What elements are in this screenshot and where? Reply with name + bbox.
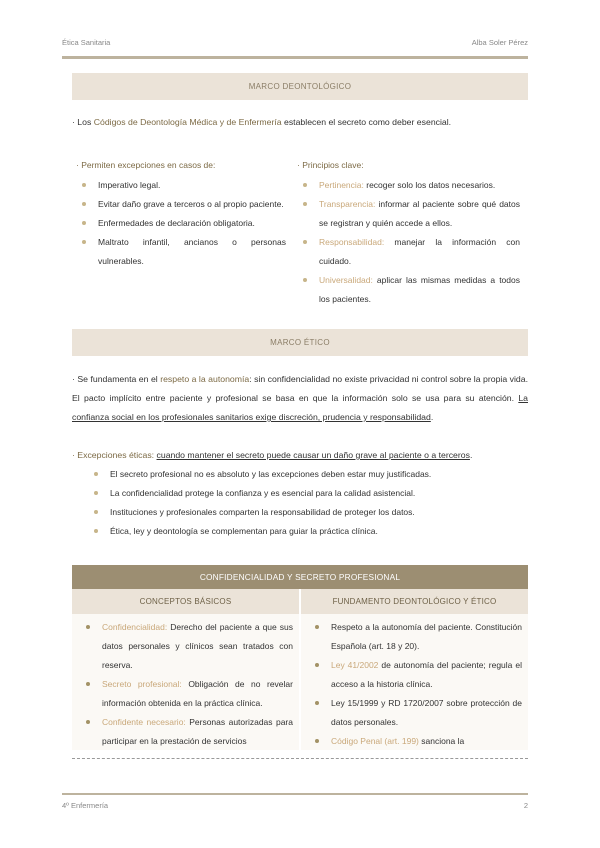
principio-text: aplicar las mismas medidas a todos los pacientes.	[319, 275, 520, 304]
list-item	[88, 522, 528, 541]
page-break-rule	[72, 758, 528, 759]
fundamento-text: Respeto a la autonomía del paciente. Constitución Española (art. 18 y 20).	[331, 622, 522, 651]
table-cell-conceptos	[72, 614, 301, 750]
list-item	[76, 233, 286, 271]
principio-term: Pertinencia:	[319, 180, 364, 190]
etico-list	[88, 465, 528, 541]
bullet-icon	[82, 183, 86, 187]
bullet-icon	[94, 510, 98, 514]
bullet-icon	[315, 701, 319, 705]
principios-column	[297, 157, 520, 309]
bullet-icon	[82, 202, 86, 206]
intro-highlight: Códigos de Deontología Médica y de Enfermería	[93, 117, 282, 127]
bullet-icon	[82, 221, 86, 225]
list-item	[309, 694, 522, 732]
concepto-text: Derecho del paciente a que sus datos personales y clínicos sean tratados con reserva.	[102, 622, 293, 670]
autonomia-highlight: respeto a la autonomía	[160, 374, 250, 384]
principio-term: Transparencia:	[319, 199, 376, 209]
excepciones-eticas-label: · Excepciones éticas:	[72, 450, 155, 460]
bullet-icon	[303, 202, 307, 206]
concepto-term: Confidente necesario:	[102, 717, 186, 727]
excepciones-eticas-end: .	[469, 450, 473, 460]
table-body	[72, 614, 528, 750]
excepciones-title: · Permiten excepciones en casos de:	[76, 160, 216, 170]
list-item-text: Evitar daño grave a terceros o al propio paciente.	[98, 199, 284, 209]
list-item	[88, 484, 528, 503]
bullet-icon	[94, 472, 98, 476]
bullet-icon	[303, 183, 307, 187]
page-number: 2	[523, 801, 528, 810]
bullet-icon	[94, 529, 98, 533]
principio-text: manejar la información con cuidado.	[319, 237, 520, 266]
header-rule	[62, 56, 528, 59]
list-item	[76, 195, 286, 214]
concepto-term: Secreto profesional:	[102, 679, 182, 689]
list-item	[297, 233, 520, 271]
list-item	[76, 176, 286, 195]
list-item	[80, 618, 293, 675]
fundamento-term: Código Penal (art. 199)	[331, 736, 419, 746]
table-header-fundamento: FUNDAMENTO DEONTOLÓGICO Y ÉTICO	[332, 597, 497, 606]
principios-title: · Principios clave:	[297, 160, 364, 170]
page-header	[62, 38, 528, 47]
intro-suffix: establecen el secreto como deber esencial.	[281, 117, 452, 127]
bullet-icon	[86, 625, 90, 629]
confianza-underlined: La confianza social en los profesionales sanitarios exige discreción, prudencia y responsabilidad	[72, 393, 528, 422]
footer-rule	[62, 793, 528, 795]
etico-list-block	[88, 465, 528, 541]
section-etico-heading: MARCO ÉTICO	[72, 329, 528, 356]
list-item-text: Instituciones y profesionales comparten la responsabilidad de proteger los datos.	[110, 507, 415, 517]
intro-prefix: · Los	[72, 117, 94, 127]
bullet-icon	[315, 739, 319, 743]
list-item-text: Enfermedades de declaración obligatoria.	[98, 218, 255, 228]
list-item	[309, 618, 522, 656]
fundamento-text: sanciona la	[418, 736, 465, 746]
list-item-text: El secreto profesional no es absoluto y las excepciones deben estar muy justificadas.	[110, 469, 432, 479]
principio-term: Universalidad:	[319, 275, 373, 285]
fundamento-term: Ley 41/2002	[331, 660, 379, 670]
principio-text: recoger solo los datos necesarios.	[363, 180, 496, 190]
bullet-icon	[86, 682, 90, 686]
etico-prefix: · Se fundamenta en el	[72, 374, 161, 384]
bullet-icon	[82, 240, 86, 244]
list-item	[297, 176, 520, 195]
table-header-row	[72, 589, 528, 614]
etico-middle: : sin confidencialidad no existe privacidad ni control sobre la propia vida. El pacto implícito entre paciente y profesional se basa en que la información solo se usa para su atención.	[72, 374, 528, 403]
principio-text: informar al paciente sobre qué datos se registran y quién accede a ellos.	[319, 199, 520, 228]
bullet-icon	[94, 491, 98, 495]
bullet-icon	[303, 240, 307, 244]
table-title: CONFIDENCIALIDAD Y SECRETO PROFESIONAL	[72, 565, 528, 589]
excepciones-column	[76, 157, 286, 271]
page-footer	[62, 801, 528, 810]
excepciones-eticas-text: cuando mantener el secreto puede causar un daño grave al paciente o a terceros	[156, 450, 470, 460]
confidencialidad-table	[72, 565, 528, 750]
list-item	[80, 713, 293, 750]
excepciones-list	[76, 176, 286, 271]
deontologico-intro	[72, 113, 528, 132]
list-item	[88, 465, 528, 484]
etico-end: .	[430, 412, 434, 422]
concepto-term: Confidencialidad:	[102, 622, 168, 632]
concepto-text: Obligación de no revelar información obtenida en la práctica clínica.	[102, 679, 293, 708]
bullet-icon	[315, 663, 319, 667]
principios-list	[297, 176, 520, 309]
fundamento-text: Ley 15/1999 y RD 1720/2007 sobre protección de datos personales.	[331, 698, 522, 727]
concepto-text: Personas autorizadas para participar en la prestación de servicios	[102, 717, 293, 746]
section-deontologico-heading: MARCO DEONTOLÓGICO	[72, 73, 528, 100]
fundamento-list	[309, 618, 522, 750]
principio-term: Responsabilidad:	[319, 237, 385, 247]
bullet-icon	[86, 720, 90, 724]
list-item	[76, 214, 286, 233]
etico-paragraph	[72, 370, 528, 427]
list-item-text: Imperativo legal.	[98, 180, 161, 190]
header-author: Alba Soler Pérez	[471, 38, 528, 47]
footer-course: 4º Enfermería	[62, 801, 109, 810]
list-item-text: Ética, ley y deontología se complementan para guiar la práctica clínica.	[110, 526, 378, 536]
list-item	[297, 271, 520, 309]
conceptos-list	[80, 618, 293, 750]
table-cell-fundamento	[301, 614, 528, 750]
list-item-text: Maltrato infantil, ancianos o personas vulnerables.	[98, 237, 286, 266]
bullet-icon	[303, 278, 307, 282]
table-header-conceptos: CONCEPTOS BÁSICOS	[72, 589, 301, 614]
header-subject: Ética Sanitaria	[62, 38, 111, 47]
list-item	[80, 675, 293, 713]
fundamento-text: de autonomía del paciente; regula el acceso a la historia clínica.	[331, 660, 522, 689]
bullet-icon	[315, 625, 319, 629]
excepciones-eticas	[72, 446, 528, 465]
list-item	[309, 732, 522, 750]
list-item	[297, 195, 520, 233]
list-item-text: La confidencialidad protege la confianza y es esencial para la calidad asistencial.	[110, 488, 416, 498]
list-item	[309, 656, 522, 694]
list-item	[88, 503, 528, 522]
